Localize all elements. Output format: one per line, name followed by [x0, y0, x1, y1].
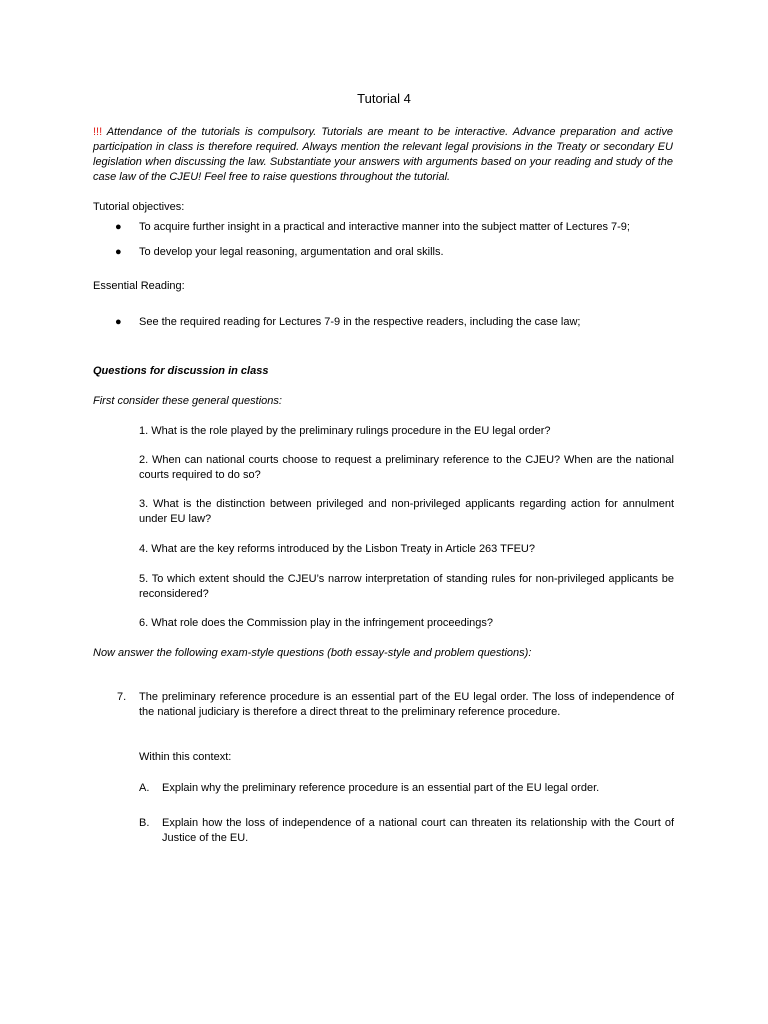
discussion-question: 2. When can national courts choose to request a preliminary reference to the CJEU? When are the national courts required to do so? [139, 454, 674, 481]
alert-marker: !!! [93, 126, 103, 138]
exam-questions-intro: Now answer the following exam-style questions (both essay-style and problem questions): [93, 647, 532, 659]
exam-question-7: The preliminary reference procedure is an essential part of the EU legal order. The loss of independence of the national judiciary is therefore a direct threat to the preliminary reference procedure. [139, 691, 674, 718]
part-b-text: Explain how the loss of independence of a national court can threaten its relationship with the Court of Justice of the EU. [162, 817, 674, 844]
discussion-question: 4. What are the key reforms introduced by the Lisbon Treaty in Article 263 TFEU? [139, 543, 535, 555]
bullet-icon: ● [115, 246, 122, 258]
notice-text: Attendance of the tutorials is compulsory. Tutorials are meant to be interactive. Advance preparation and active participation in class is therefore required. Always mention the relevant legal provisions in the Treaty or secondary EU legislation when discussing the law. Substantiate your answers with arguments based on your reading and study of the case law of the CJEU! Feel free to raise questions throughout the tutorial. [93, 126, 673, 183]
reading-item: See the required reading for Lectures 7-9 in the respective readers, including the case law; [139, 316, 581, 328]
discussion-question: 5. To which extent should the CJEU’s narrow interpretation of standing rules for non-privileged applicants be reconsidered? [139, 573, 674, 600]
bullet-icon: ● [115, 221, 122, 233]
part-label: A. [139, 782, 150, 794]
discussion-question: 6. What role does the Commission play in the infringement proceedings? [139, 617, 494, 629]
question-number: 7. [117, 691, 127, 703]
reading-heading: Essential Reading: [93, 280, 185, 292]
part-label: B. [139, 817, 150, 829]
bullet-icon: ● [115, 316, 122, 328]
attendance-notice [93, 125, 673, 185]
general-questions-intro: First consider these general questions: [93, 395, 282, 407]
objective-item: To acquire further insight in a practical and interactive manner into the subject matter of Lectures 7-9; [139, 221, 630, 233]
discussion-heading: Questions for discussion in class [93, 365, 269, 377]
objectives-heading: Tutorial objectives: [93, 201, 185, 213]
context-label: Within this context: [139, 751, 232, 763]
part-a-text: Explain why the preliminary reference procedure is an essential part of the EU legal order. [162, 782, 600, 794]
discussion-question: 3. What is the distinction between privileged and non-privileged applicants regarding action for annulment under EU law? [139, 498, 674, 525]
objective-item: To develop your legal reasoning, argumentation and oral skills. [139, 246, 444, 258]
discussion-question: 1. What is the role played by the preliminary rulings procedure in the EU legal order? [139, 425, 551, 437]
page-title: Tutorial 4 [357, 91, 411, 106]
